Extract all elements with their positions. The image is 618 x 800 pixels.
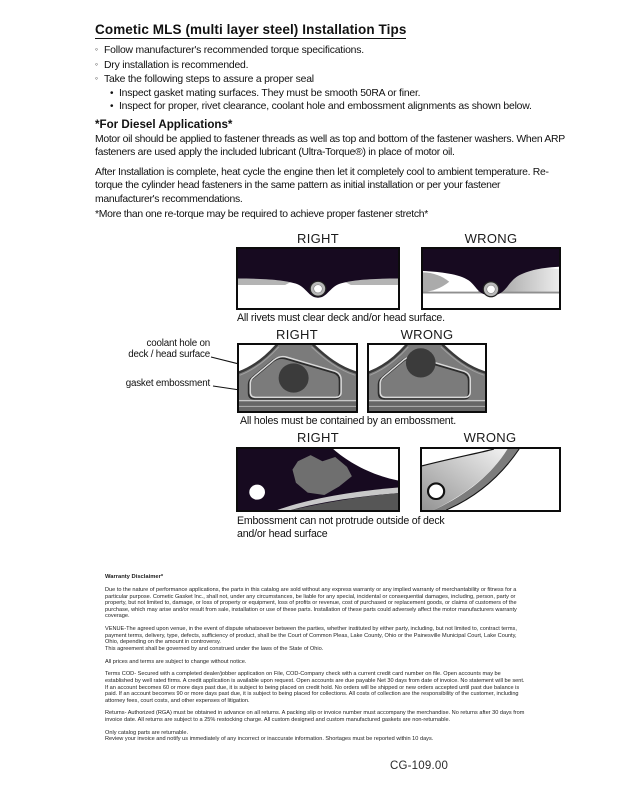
list-item — [95, 58, 532, 73]
tip-text: Inspect for proper, rivet clearance, coolant hole and embossment alignments as shown below. — [119, 101, 532, 113]
list-item — [95, 87, 532, 101]
embossment-wrong-illustration — [369, 345, 485, 411]
tip-text: Inspect gasket mating surfaces. They must be smooth 50RA or finer. — [119, 87, 421, 99]
open-bullet-icon: ◦ — [95, 44, 98, 54]
open-bullet-icon: ◦ — [95, 58, 98, 69]
callout-coolant-hole — [60, 338, 210, 360]
diesel-paragraph-2: After Installation is complete, heat cycle the engine then let it completely cool to ambient temperature. Re-torque the cylinder head fasteners in the same pattern as initial installation or per your fastener manufacturer's recommendations. — [95, 167, 549, 205]
row2-right-label: RIGHT — [276, 327, 318, 342]
row1-caption: All rivets must clear deck and/or head surface. — [237, 312, 445, 324]
bolt-hole-icon — [428, 483, 444, 499]
row1-right-diagram — [236, 247, 400, 310]
embossment-right-illustration — [239, 345, 356, 411]
installation-tips-list — [95, 43, 532, 114]
legal-paragraph: Returns- Authorized (RGA) must be obtained in advance on all returns. A packing slip or invoice number must accompany the merchandise. No returns after 30 days from invoice date. All returns are subject to a 25% restocking charge. All custom designed and custom manufactured gaskets are non-returnable. — [105, 710, 525, 723]
row2-right-diagram — [237, 343, 358, 413]
legal-paragraph: This agreement shall be governed by and construed under the laws of the State of Ohio. — [105, 645, 324, 652]
row3-wrong-label: WRONG — [463, 430, 517, 445]
legal-paragraph: Only catalog parts are returnable. — [105, 729, 189, 736]
protrusion-right-illustration — [238, 449, 398, 510]
page-title: Cometic MLS (multi layer steel) Installation Tips — [95, 22, 407, 37]
coolant-hole-icon — [406, 348, 436, 377]
tip-text: Take the following steps to assure a proper seal — [104, 74, 314, 86]
rivet-clearance-wrong-illustration — [423, 249, 559, 308]
caption-line: Embossment can not protrude outside of deck — [237, 515, 445, 527]
legal-paragraph: Terms COD- Secured with a completed dealer/jobber application on File, COD-Company check with a current credit card number on file. Open accounts may be established by well rated firms. A credit application is available upon request. Open accounts are due payable Net 30 days from date of invoice. No statement will be sent. If an account becomes 60 or more days past due, it is subject to being placed on credit hold. No orders will be shipped or new orders accepted until past due balance is paid. If an account becomes 90 or more days past due, it is subject to being placed for collections. All costs of collection are the responsibility of the customer, including attorney fees, court costs, and other expenses of litigation. — [105, 671, 525, 704]
list-item — [95, 43, 532, 58]
legal-paragraph: VENUE-The agreed upon venue, in the event of dispute whatsoever between the parties, whether instituted by either party, including, but not limited to, contract terms, payment terms, delivery, type, defects, sufficiency of product, shall be the Court of Common Pleas, Lake County, Ohio or the Painesville Municipal Court, Lake County, Ohio, depending on the amount in controversy. — [105, 626, 517, 646]
diesel-applications-heading: *For Diesel Applications* — [95, 118, 233, 131]
warranty-disclaimer-heading: Warranty Disclaimer* — [105, 574, 164, 580]
row2-caption: All holes must be contained by an embossment. — [240, 415, 456, 427]
page-number: CG-109.00 — [390, 760, 449, 772]
callout-text: coolant hole on — [146, 338, 210, 349]
row1-wrong-label: WRONG — [464, 231, 518, 246]
list-item — [95, 100, 532, 114]
list-item — [95, 72, 532, 87]
protrusion-wrong-illustration — [422, 449, 559, 510]
legal-paragraph: Review your invoice and notify us immediately of any incorrect or inaccurate information. Shortages must be reported within 10 days. — [105, 736, 434, 743]
row2-wrong-diagram — [367, 343, 487, 413]
open-bullet-icon: ◦ — [95, 73, 98, 84]
row3-right-label: RIGHT — [297, 430, 339, 445]
legal-paragraph: Due to the nature of performance applications, the parts in this catalog are sold without any express warranty or any implied warranty of merchantability or fitness for a particular purpose. Cometic Gasket Inc., shall not, under any circumstances, be liable for any special, incidental or consequential damages, including, person, party or property, but not limited to, damage, or loss of property or equipment, loss of profits or revenue, cost of purchased or replacement goods, or claims of customers of the purchase, which may arise and/or result from sale, installation or use of these parts. Installation of these parts could adversely affect the motor manufacturers warranty coverage. — [105, 587, 517, 620]
row1-wrong-diagram — [421, 247, 561, 310]
row2-wrong-label: WRONG — [400, 327, 454, 342]
row3-right-diagram — [236, 447, 400, 512]
legal-disclaimer-block — [105, 574, 529, 743]
legal-paragraph: All prices and terms are subject to change without notice. — [105, 658, 247, 665]
bolt-hole-icon — [249, 485, 265, 500]
caption-line: and/or head surface — [237, 527, 328, 540]
retorque-note: *More than one re-torque may be required to achieve proper fastener stretch* — [95, 209, 428, 220]
tip-text: Follow manufacturer's recommended torque specifications. — [104, 45, 364, 56]
diesel-paragraph-1: Motor oil should be applied to fastener threads as well as top and bottom of the fastener washers. When ARP fasteners are used apply the included lubricant (Ultra-Torque®) in place of motor oil. — [95, 134, 565, 159]
tip-text: Dry installation is recommended. — [104, 59, 249, 71]
coolant-hole-icon — [279, 363, 309, 392]
row3-caption — [237, 515, 445, 540]
row3-wrong-diagram — [420, 447, 561, 512]
filled-bullet-icon: • — [110, 101, 114, 113]
row1-right-label: RIGHT — [297, 231, 339, 246]
callout-gasket-embossment: gasket embossment — [125, 378, 210, 389]
callout-text: deck / head surface — [128, 349, 210, 360]
filled-bullet-icon: • — [110, 87, 114, 99]
rivet-clearance-right-illustration — [238, 249, 398, 308]
